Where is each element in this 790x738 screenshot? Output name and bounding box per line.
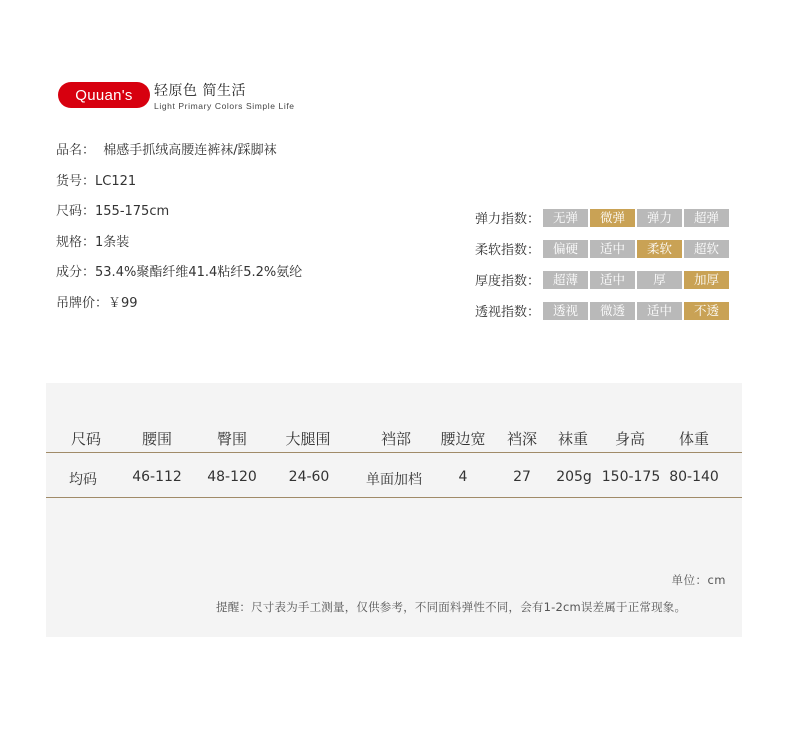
index-chip: 透视 bbox=[543, 302, 588, 320]
unit-note: 单位：cm bbox=[671, 573, 726, 587]
table-header-cell: 裆深 bbox=[506, 430, 538, 448]
index-chip: 微透 bbox=[590, 302, 635, 320]
info-value: 棉感手抓绒高腰连裤袜/踩脚袜 bbox=[95, 143, 277, 158]
index-chip: 适中 bbox=[590, 271, 635, 289]
index-chip: 柔软 bbox=[637, 240, 682, 258]
index-panel bbox=[475, 202, 731, 326]
table-cell: 4 bbox=[458, 469, 468, 485]
table-divider-bottom bbox=[46, 497, 742, 498]
index-label: 弹力指数： bbox=[475, 212, 541, 227]
product-info bbox=[56, 140, 302, 323]
table-header-cell: 腰围 bbox=[141, 430, 173, 448]
index-chip: 无弹 bbox=[543, 209, 588, 227]
table-cell: 24-60 bbox=[288, 469, 330, 485]
info-row-sku bbox=[56, 171, 302, 202]
table-header-cell: 臀围 bbox=[216, 430, 248, 448]
table-cell: 205g bbox=[556, 469, 592, 485]
index-chip: 超软 bbox=[684, 240, 729, 258]
table-cell: 48-120 bbox=[207, 469, 257, 485]
info-label: 规格： bbox=[56, 234, 96, 250]
info-value: 155-175cm bbox=[95, 204, 170, 219]
info-label: 成分： bbox=[56, 265, 96, 280]
index-chip: 适中 bbox=[590, 240, 635, 258]
index-thickness bbox=[475, 264, 731, 295]
table-header-cell: 腰边宽 bbox=[440, 430, 486, 448]
index-chip: 不透 bbox=[684, 302, 729, 320]
index-chip: 厚 bbox=[637, 271, 682, 289]
table-header-cell: 尺码 bbox=[70, 430, 102, 448]
index-elasticity bbox=[475, 202, 731, 233]
index-chip: 弹力 bbox=[637, 209, 682, 227]
index-chip: 超弹 bbox=[684, 209, 729, 227]
info-label: 吊牌价： bbox=[56, 295, 109, 311]
info-value: ￥99 bbox=[108, 295, 138, 311]
index-chip: 偏硬 bbox=[543, 240, 588, 258]
brand bbox=[58, 82, 295, 111]
table-header-cell: 袜重 bbox=[557, 430, 589, 448]
table-cell: 150-175 bbox=[601, 469, 661, 485]
table-row bbox=[46, 469, 742, 489]
info-value: 1条装 bbox=[95, 234, 130, 250]
brand-slogan bbox=[154, 82, 295, 111]
table-cell: 单面加档 bbox=[366, 472, 422, 488]
index-label: 透视指数： bbox=[475, 305, 541, 320]
size-chart-panel bbox=[46, 383, 742, 637]
info-value: LC121 bbox=[95, 173, 137, 189]
index-transparency bbox=[475, 295, 731, 326]
info-row-price bbox=[56, 293, 302, 324]
info-row-name bbox=[56, 140, 302, 171]
table-header-cell: 裆部 bbox=[380, 430, 412, 448]
info-value: 53.4%聚酯纤维41.4粘纤5.2%氨纶 bbox=[95, 265, 303, 280]
brand-slogan-cn: 轻原色 简生活 bbox=[154, 83, 246, 99]
index-softness bbox=[475, 233, 731, 264]
info-label: 货号： bbox=[56, 173, 96, 189]
index-chip: 适中 bbox=[637, 302, 682, 320]
info-label: 品名： bbox=[56, 143, 96, 158]
size-table-header bbox=[46, 428, 742, 448]
index-label: 柔软指数： bbox=[475, 243, 541, 258]
info-row-size bbox=[56, 201, 302, 232]
index-chip: 超薄 bbox=[543, 271, 588, 289]
table-cell: 80-140 bbox=[669, 469, 719, 485]
table-cell: 均码 bbox=[69, 472, 97, 488]
measurement-remark: 提醒：尺寸表为手工测量，仅供参考，不同面料弹性不同，会有1-2cm误差属于正常现象。 bbox=[216, 600, 687, 614]
info-row-material bbox=[56, 262, 302, 293]
brand-logo: Quuan's bbox=[58, 82, 150, 108]
table-header-cell: 身高 bbox=[614, 430, 646, 448]
info-row-spec bbox=[56, 232, 302, 263]
table-cell: 46-112 bbox=[132, 469, 182, 485]
table-cell: 27 bbox=[513, 469, 531, 485]
index-label: 厚度指数： bbox=[475, 274, 541, 289]
index-chip: 加厚 bbox=[684, 271, 729, 289]
index-chip: 微弹 bbox=[590, 209, 635, 227]
brand-slogan-en: Light Primary Colors Simple Life bbox=[154, 101, 295, 111]
table-header-cell: 大腿围 bbox=[285, 430, 331, 448]
table-header-cell: 体重 bbox=[678, 430, 710, 448]
info-label: 尺码： bbox=[56, 204, 96, 219]
table-divider-top bbox=[46, 452, 742, 453]
